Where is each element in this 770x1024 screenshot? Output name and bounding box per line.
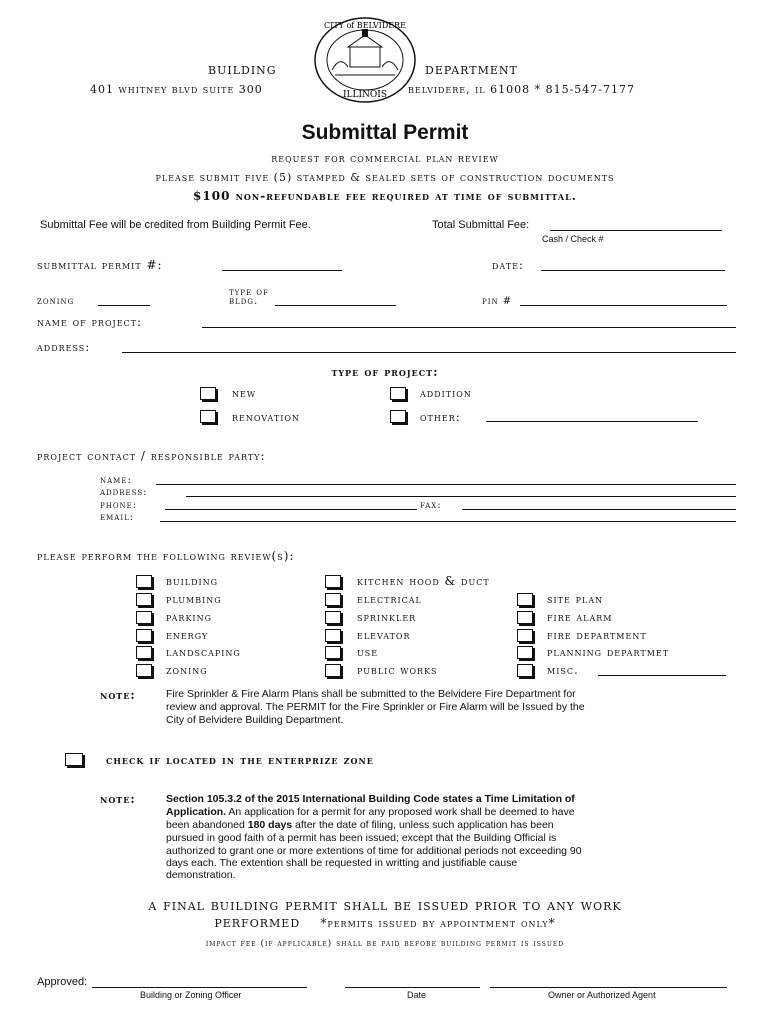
owner-caption: Owner or Authorized Agent	[548, 990, 656, 1000]
fee-credit-note: Submittal Fee will be credited from Building Permit Fee.	[40, 219, 311, 231]
page-title: Submittal Permit	[301, 121, 469, 144]
instruction-fee: $100 non-refundable fee required at time of submittal.	[193, 189, 577, 203]
contact-phone-field[interactable]	[165, 509, 417, 510]
checkbox-site-plan[interactable]	[517, 593, 533, 606]
checkbox-fire-department[interactable]	[517, 629, 533, 642]
checkbox-kitchen-hood[interactable]	[325, 575, 341, 588]
final-permit-line2	[0, 912, 770, 931]
pin-label: pin #	[482, 296, 513, 307]
enterprise-zone-label: check if located in the enterprize zone	[106, 753, 374, 767]
review-parking-label: parking	[166, 610, 212, 624]
bldg-label: bldg.	[229, 296, 259, 307]
note2-line2-bold: Application.	[166, 806, 227, 818]
checkbox-addition[interactable]	[390, 387, 406, 400]
contact-phone-label: phone:	[100, 500, 138, 511]
review-energy-label: energy	[166, 628, 209, 642]
checkbox-use[interactable]	[325, 646, 341, 659]
date-caption: Date	[407, 990, 427, 1000]
contact-name-field[interactable]	[156, 484, 736, 485]
note1-line1: Fire Sprinkler & Fire Alarm Plans shall be submitted to the Belvidere Fire Department for	[166, 688, 576, 700]
contact-address-label: address:	[100, 487, 148, 498]
review-misc-label: misc.	[547, 663, 579, 677]
review-planning-department-label: planning departmet	[547, 645, 670, 659]
officer-caption: Building or Zoning Officer	[140, 990, 242, 1000]
header-address-left: 401 whitney blvd suite 300	[90, 83, 263, 96]
review-landscaping-label: landscaping	[166, 645, 241, 659]
header-address-right: belvidere, il 61008 * 815-547-7177	[408, 83, 636, 96]
review-site-plan-label: site plan	[547, 592, 604, 606]
bldg-type-field[interactable]	[275, 305, 396, 306]
checkbox-renovation[interactable]	[200, 410, 216, 423]
note2-line2-rest: An application for a permit for any proposed work shall be deemed to have	[226, 806, 575, 818]
checkbox-new[interactable]	[200, 387, 216, 400]
submittal-permit-field[interactable]	[222, 270, 342, 271]
note2-line4: pursued in good faith of a permit has been issued; except that the Building Official is	[166, 832, 557, 844]
header-department: department	[425, 60, 518, 78]
contact-email-label: email:	[100, 512, 135, 523]
type-of-project-heading: type of project:	[331, 365, 439, 379]
note1-line2: review and approval. The PERMIT for the Fire Sprinkler or Fire Alarm will be Issued by the	[166, 701, 585, 713]
option-renovation-label: renovation	[232, 410, 300, 424]
checkbox-landscaping[interactable]	[136, 646, 152, 659]
note2-line2	[166, 806, 575, 818]
note1-line3: City of Belvidere Building Department.	[166, 714, 344, 726]
note2-line3-post: after the date of filing, unless such application has been	[292, 819, 554, 831]
note2-line6: days each. The extention shall be requested in writting and justifiable cause	[166, 857, 518, 869]
note2-line5: authorized to grant one or more extentions of time for additional periods not exceeding 90	[166, 845, 582, 857]
review-kitchen-hood-label: kitchen hood & duct	[357, 574, 490, 588]
note1-label: note:	[100, 688, 136, 702]
review-fire-department-label: fire department	[547, 628, 647, 642]
note2-line3-bold: 180 days	[247, 819, 293, 831]
option-other-label: other:	[420, 410, 461, 424]
city-seal-logo	[310, 15, 420, 105]
officer-signature-field[interactable]	[92, 987, 307, 988]
final-performed: performed	[214, 913, 301, 931]
checkbox-planning-department[interactable]	[517, 646, 533, 659]
type-of-label: type of	[229, 287, 269, 298]
review-sprinkler-label: sprinkler	[357, 610, 417, 624]
project-name-field[interactable]	[202, 327, 736, 328]
approval-date-field[interactable]	[345, 987, 480, 988]
contact-heading: project contact / responsible party:	[37, 449, 266, 463]
checkbox-zoning[interactable]	[136, 664, 152, 677]
date-field[interactable]	[541, 270, 725, 271]
review-electrical-label: electrical	[357, 592, 422, 606]
review-public-works-label: public works	[357, 663, 438, 677]
header-building: building	[208, 60, 277, 78]
checkbox-enterprise-zone[interactable]	[65, 753, 83, 766]
contact-name-label: name:	[100, 475, 132, 486]
pin-field[interactable]	[520, 305, 727, 306]
impact-fee-note: impact fee (if applicable) shall be paid before building permit is issued	[205, 939, 565, 949]
checkbox-elevator[interactable]	[325, 629, 341, 642]
instruction-sets: please submit five (5) stamped & sealed sets of construction documents	[155, 171, 615, 184]
seal-bottom-text: ILLINOIS	[342, 90, 388, 100]
checkbox-parking[interactable]	[136, 611, 152, 624]
checkbox-building[interactable]	[136, 575, 152, 588]
final-permit-line1: a final building permit shall be issued prior to any work	[148, 896, 622, 914]
checkbox-electrical[interactable]	[325, 593, 341, 606]
checkbox-public-works[interactable]	[325, 664, 341, 677]
seal-top-text: CITY of BELVIDERE	[324, 21, 406, 30]
project-address-field[interactable]	[122, 352, 736, 353]
submittal-permit-label: submittal permit #:	[37, 258, 163, 272]
option-new-label: new	[232, 386, 257, 400]
option-addition-label: addition	[420, 386, 472, 400]
approved-label: Approved:	[37, 976, 88, 988]
contact-fax-label: fax:	[420, 500, 442, 511]
other-field[interactable]	[486, 421, 698, 422]
owner-signature-field[interactable]	[490, 987, 727, 988]
checkbox-misc[interactable]	[517, 664, 533, 677]
checkbox-energy[interactable]	[136, 629, 152, 642]
misc-field[interactable]	[598, 675, 726, 676]
note2-line1: Section 105.3.2 of the 2015 International Building Code states a Time Limitation of	[166, 793, 575, 805]
checkbox-other[interactable]	[390, 410, 406, 423]
total-fee-field[interactable]	[550, 230, 722, 231]
project-name-label: name of project:	[37, 315, 143, 329]
cash-check-label: Cash / Check #	[542, 234, 604, 244]
review-elevator-label: elevator	[357, 628, 411, 642]
note2-line3	[166, 819, 554, 831]
contact-fax-field[interactable]	[462, 509, 736, 510]
note2-label: note:	[100, 792, 136, 806]
checkbox-fire-alarm[interactable]	[517, 611, 533, 624]
zoning-label: zoning	[37, 296, 75, 307]
appointment-only: *permits issued by appointment only*	[320, 916, 556, 930]
subtitle: request for commercial plan review	[271, 152, 499, 165]
review-building-label: building	[166, 574, 219, 588]
zoning-field[interactable]	[98, 305, 150, 306]
date-label: date:	[492, 258, 524, 272]
review-zoning-label: zoning	[166, 663, 208, 677]
contact-address-field[interactable]	[186, 496, 736, 497]
checkbox-sprinkler[interactable]	[325, 611, 341, 624]
note2-line3-pre: been abandoned	[166, 819, 248, 831]
total-fee-label: Total Submittal Fee:	[432, 219, 530, 231]
review-plumbing-label: plumbing	[166, 592, 222, 606]
contact-email-field[interactable]	[160, 521, 736, 522]
reviews-heading: please perform the following review(s):	[37, 549, 295, 563]
review-use-label: use	[357, 645, 379, 659]
note2-line7: demonstration.	[166, 869, 236, 881]
project-address-label: address:	[37, 340, 91, 354]
checkbox-plumbing[interactable]	[136, 593, 152, 606]
review-fire-alarm-label: fire alarm	[547, 610, 613, 624]
